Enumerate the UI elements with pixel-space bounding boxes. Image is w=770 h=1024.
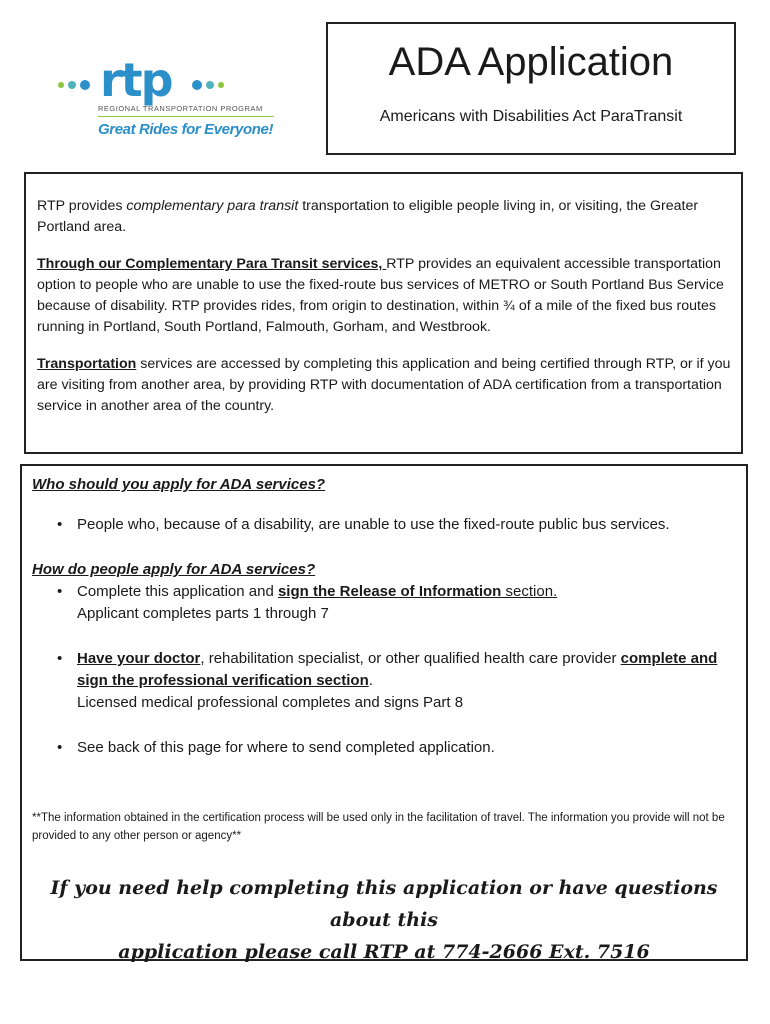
title-box [326,22,736,155]
page-subtitle: Americans with Disabilities Act ParaTransit [379,108,683,125]
logo-tagline: Great Rides for Everyone! [98,121,274,138]
help-line-1: If you need help completing this application or have questions about this [50,877,718,931]
intro-paragraph-3: Transportation services are accessed by completing this application and being certified through RTP, or if you are visiting from another area, by providing RTP with documentation of ADA certification from a transportation service in another area of the country. [37,356,731,414]
list-item: • See back of this page for where to send completed application. [57,739,495,756]
faq-section [20,464,748,961]
list-item: • People who, because of a disability, are unable to use the fixed-route public bus services. [57,516,670,533]
list-item: • Have your doctor, rehabilitation specialist, or other qualified health care provider complete and sign the professional verification section. Licensed medical professional completes and signs Part 8 [57,650,718,711]
page-title: ADA Application [388,40,674,84]
list-item: • Complete this application and sign the Release of Information section. Applicant completes parts 1 through 7 [57,583,558,622]
logo-rule [98,116,274,117]
who-list [32,514,736,536]
logo-subline: REGIONAL TRANSPORTATION PROGRAM [98,104,263,113]
logo-wordmark: rtp [100,53,172,107]
question-who: Who should you apply for ADA services? [32,476,326,493]
intro-paragraph-1: RTP provides complementary para transit transportation to eligible people living in, or visiting, the Greater Portland area. [37,198,699,235]
question-how: How do people apply for ADA services? [32,561,316,578]
privacy-note: **The information obtained in the certification process will be used only in the facilitation of travel. The information you provide will not be provided to any other person or agency** [32,812,725,842]
intro-paragraph-2: Through our Complementary Para Transit services, RTP provides an equivalent accessible transportation option to people who are unable to use the fixed-route bus services of METRO or South Portland Bus Service because of disability. RTP provides rides, from origin to destination, within ¾ of a mile of the fixed bus routes running in Portland, South Portland, Falmouth, Gorham, and Westbrook. [37,256,724,335]
how-list [32,581,736,759]
rtp-logo [50,50,290,150]
logo-dots-right [192,76,228,94]
intro-section [24,172,743,454]
logo-dots-left [58,76,94,94]
help-line-2: application please call RTP at 774-2666 Ext. 7516 [118,941,650,963]
